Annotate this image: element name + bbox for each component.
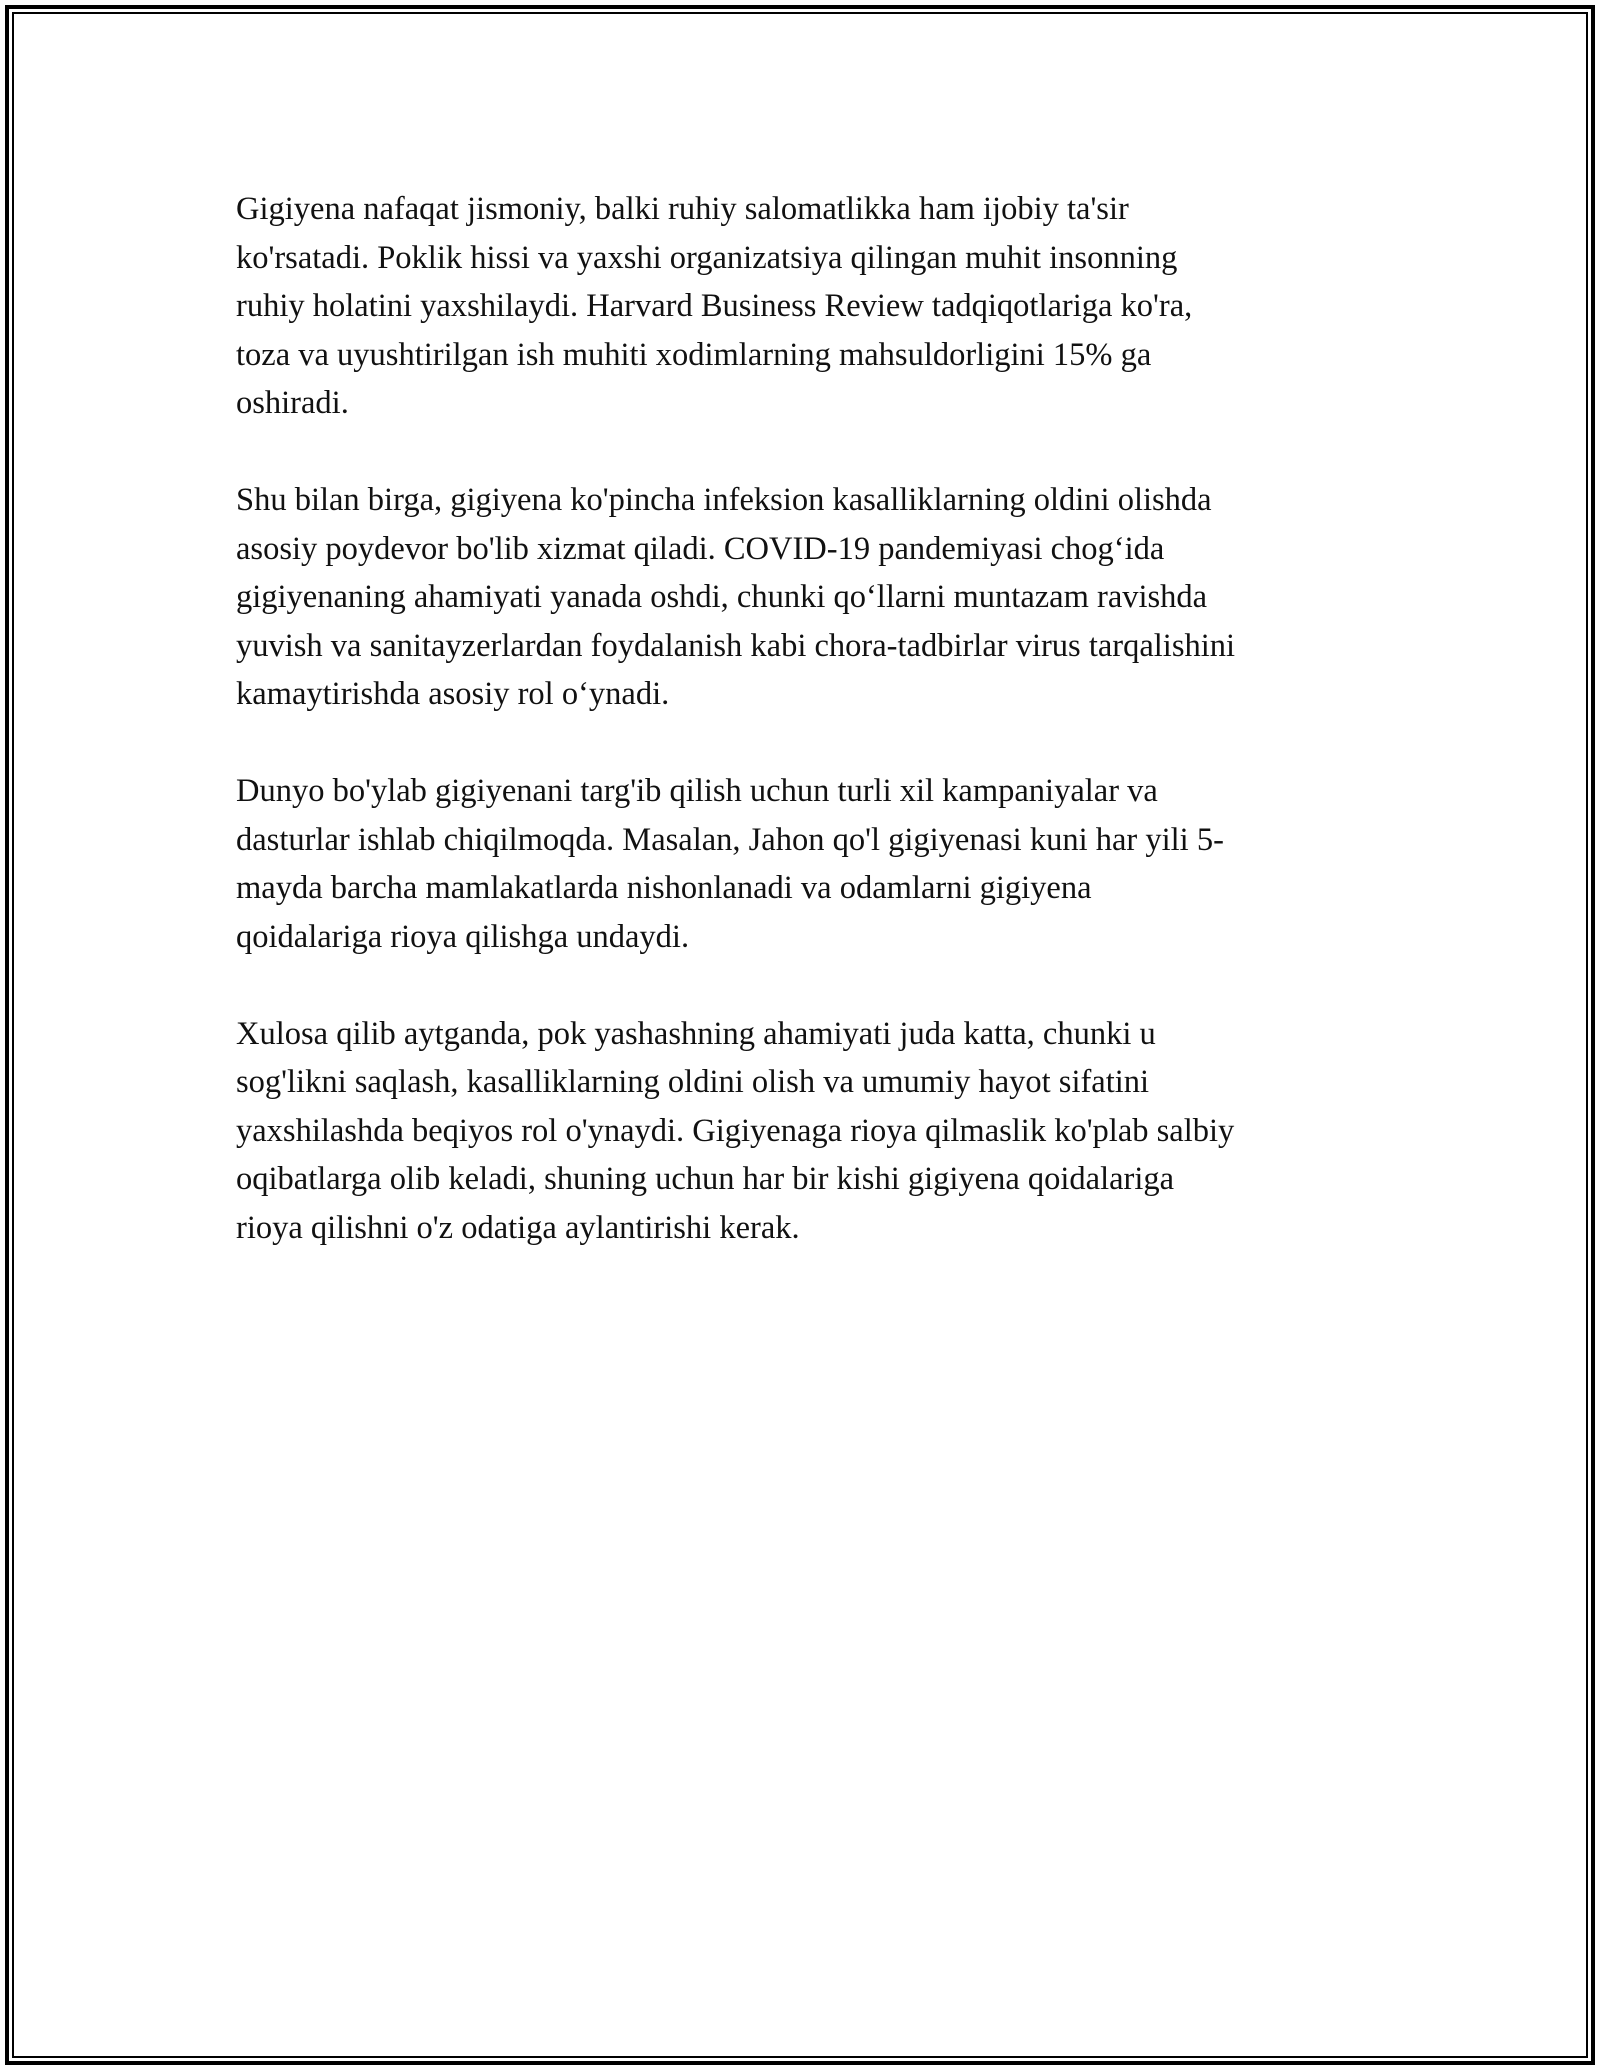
paragraph-4: Xulosa qilib aytganda, pok yashashning ahamiyati juda katta, chunki u sog'likni saqlash, kasalliklarning oldini olish va umumiy hayot sifatini yaxshilashda beqiyos rol o'ynaydi. Gigiyenaga rioya qilmaslik ko'plab salbiy oqibatlarga olib keladi, shuning uchun har bir kishi gigiyena qoidalariga rioya qilishni o'z odatiga aylantirishi kerak. xyxy=(236,1015,1235,1246)
paragraph-3: Dunyo bo'ylab gigiyenani targ'ib qilish uchun turli xil kampaniyalar va dasturlar ishlab chiqilmoqda. Masalan, Jahon qo'l gigiyenasi kuni har yili 5- mayda barcha mamlakatlarda nishonlanadi va odamlarni gigiyena qoidalariga rioya qilishga undaydi. xyxy=(236,773,1224,955)
document-body xyxy=(236,185,1366,1301)
paragraph-2: Shu bilan birga, gigiyena ko'pincha infeksion kasalliklarning oldini olishda asosiy poydevor bo'lib xizmat qiladi. COVID-19 pandemiyasi chog‘ida gigiyenaning ahamiyati yanada oshdi, chunki qo‘llarni muntazam ravishda yuvish va sanitayzerlardan foydalanish kabi chora-tadbirlar virus tarqalishini kamaytirishda asosiy rol o‘ynadi. xyxy=(236,482,1236,712)
paragraph-1: Gigiyena nafaqat jismoniy, balki ruhiy salomatlikka ham ijobiy ta'sir ko'rsatadi. Poklik hissi va yaxshi organizatsiya qilingan muhit insonning ruhiy holatini yaxshilaydi. Harvard Business Review tadqiqotlariga ko'ra, toza va uyushtirilgan ish muhiti xodimlarning mahsuldorligini 15% ga oshiradi. xyxy=(236,191,1193,421)
